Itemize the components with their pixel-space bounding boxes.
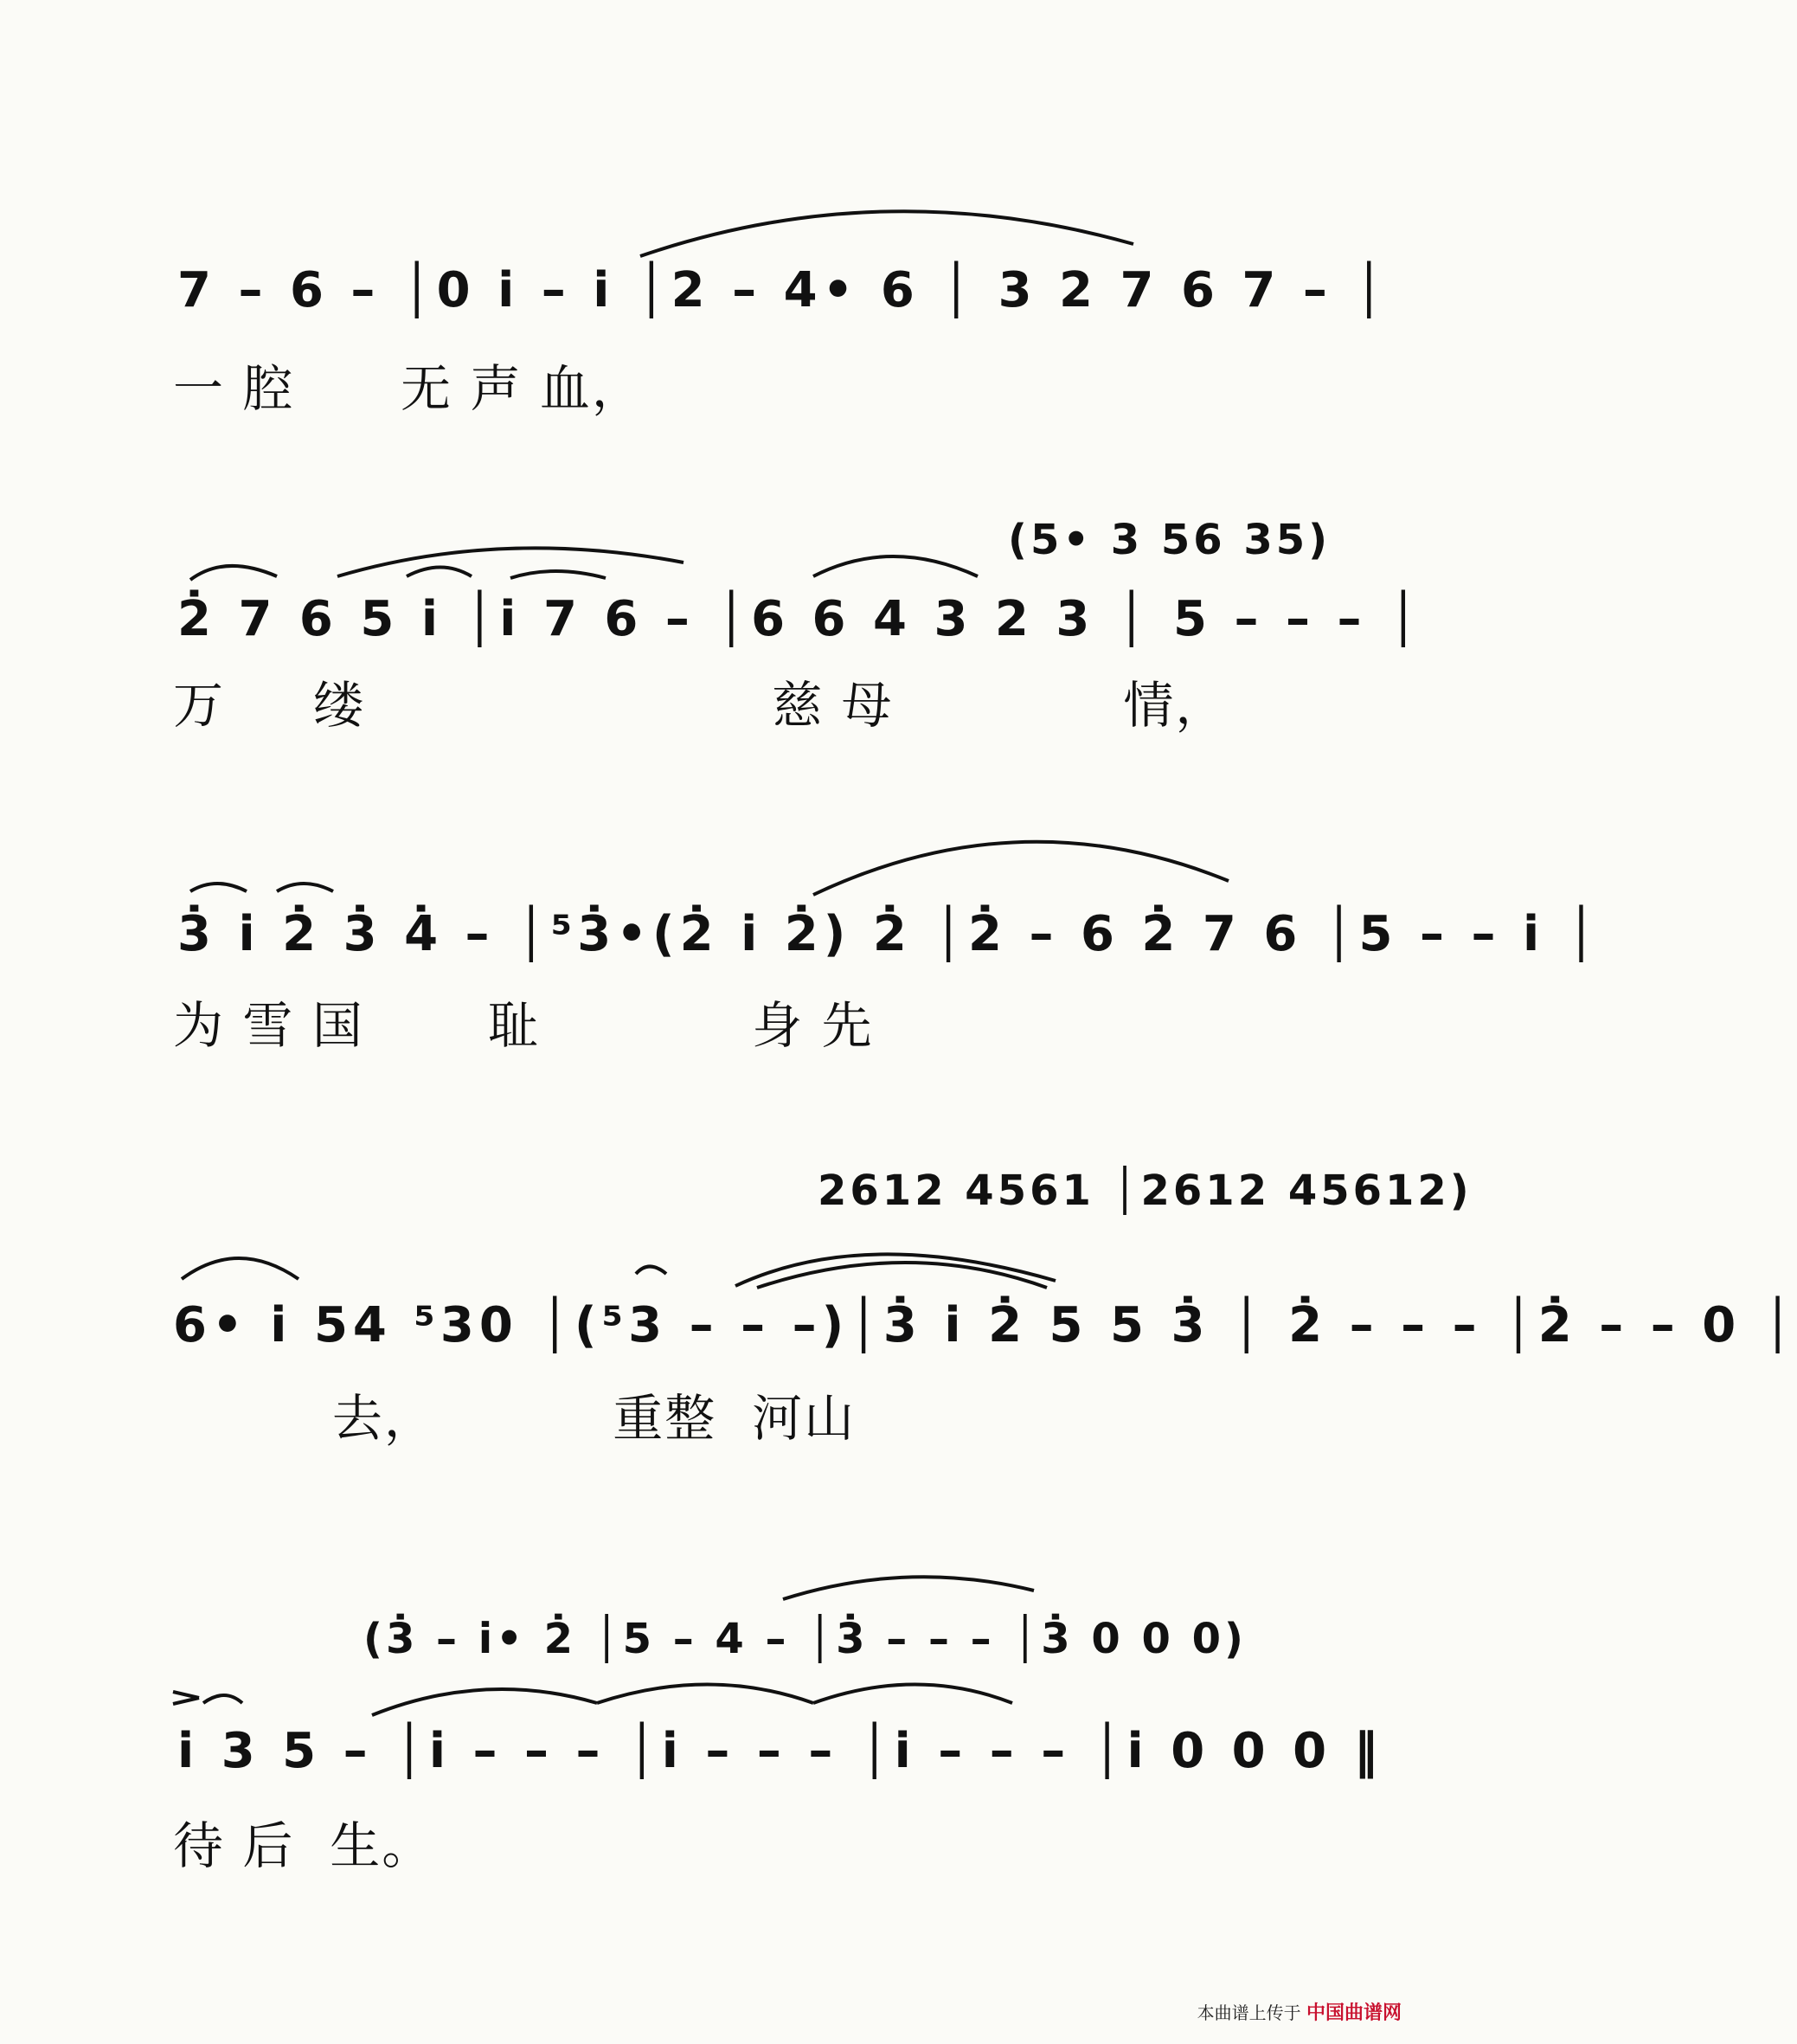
notation-line: 6• i̇ 54 ⁵30 │(⁵3 – – –)│3̇ i̇ 2̇ 5 5 3̇ │ 2̇ – – – │2̇ – – 0 │ <box>173 1297 1797 1353</box>
accent-mark <box>173 1698 199 1704</box>
instrumental-interlude: 2612 4561 │2612 45612) <box>818 1167 1473 1215</box>
accent-mark <box>173 1692 199 1698</box>
slur <box>190 566 277 580</box>
slur <box>735 1254 1056 1286</box>
slur <box>636 1267 666 1275</box>
instrumental-interlude: (3̇ – i̇• 2̇ │5 – 4 – │3̇ – – – │3̇ 0 0 0) <box>363 1615 1247 1663</box>
slur <box>783 1577 1034 1599</box>
slur <box>757 1263 1047 1288</box>
lyrics-line: 一 腔 无 声 血， <box>173 359 644 418</box>
slur <box>182 1258 298 1279</box>
upload-caption: 本曲谱上传于 <box>1197 2002 1301 2023</box>
slur <box>277 884 333 891</box>
notation-line: 3̇ i̇ 2̇ 3̇ 4̇ – │⁵3̇•(2̇ i̇ 2̇) 2̇ │2̇ – 6 2̇ 7 6 │5 – – i̇ │ <box>177 906 1601 962</box>
slur <box>407 568 472 577</box>
notation-line: 7 – 6 – │0 i̇ – i̇ │2 – 4• 6 │ 3 2 7 6 7 – │ <box>177 262 1389 318</box>
slur <box>203 1695 242 1703</box>
site-logo[interactable]: 中国曲谱网 <box>1306 2002 1402 2024</box>
slur <box>640 211 1133 256</box>
lyrics-line: 待 后 生。 <box>173 1816 434 1875</box>
slur <box>510 571 606 578</box>
slur <box>597 1685 813 1704</box>
instrumental-prelude: (5• 3 56 35) <box>1008 516 1332 564</box>
site-watermark <box>1197 1998 1402 2025</box>
slur <box>813 1685 1012 1704</box>
slur <box>190 884 247 891</box>
slur <box>813 842 1229 895</box>
slur <box>372 1689 597 1715</box>
slur <box>337 548 684 576</box>
lyrics-line: 万 缕 慈 母 情， <box>173 676 1228 735</box>
slur <box>813 556 978 576</box>
notation-line: i̇ 3 5 – │i̇ – – – │i̇ – – – │i̇ – – – │i̇ 0 0 0 ‖ <box>177 1723 1383 1779</box>
lyrics-line: 为 雪 国 耻 身 先 <box>173 996 874 1055</box>
notation-line: 2̇ 7 6 5 i̇ │i̇ 7 6 – │6 6 4 3 2 3 │ 5 – – – │ <box>177 591 1423 647</box>
lyrics-line: 去， 重整 河山 <box>173 1389 857 1448</box>
